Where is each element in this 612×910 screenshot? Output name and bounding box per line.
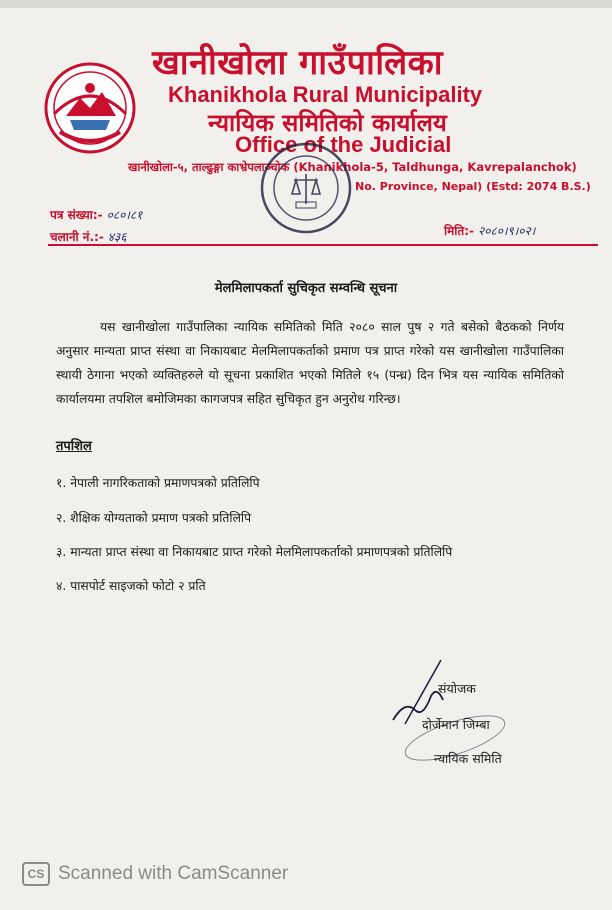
list-item: २. शैक्षिक योग्यताको प्रमाण पत्रको प्रतिलिपि xyxy=(56,511,252,525)
dispatch-number-value: ४३६ xyxy=(107,230,127,244)
office-seal-stamp xyxy=(258,140,354,236)
list-item: ३. मान्यता प्राप्त संस्था वा निकायबाट प्राप्त गरेको मेलमिलापकर्ताको प्रमाणपत्रको प्रतिलिपि xyxy=(56,545,453,559)
office-address: खानीखोला-५, ताल्ढुङ्गा काभ्रेपलाञ्चोक (Khanikhola-5, Taldhunga, Kavrepalanchok) xyxy=(128,160,577,174)
signatory-name: दोर्जेमान जिम्बा xyxy=(422,717,490,732)
established-line: No. Province, Nepal) (Estd: 2074 B.S.) xyxy=(355,180,591,193)
municipality-emblem-icon xyxy=(40,58,140,158)
camscanner-text: Scanned with CamScanner xyxy=(58,863,289,885)
list-item: ४. पासपोर्ट साइजको फोटो २ प्रति xyxy=(56,579,206,593)
municipality-name-nepali: खानीखोला गाउँपालिका xyxy=(152,43,444,83)
letter-number-label: पत्र संख्या:- xyxy=(50,208,103,222)
municipality-name-english: Khanikhola Rural Municipality xyxy=(168,82,483,107)
signatory-committee: न्यायिक समिति xyxy=(434,751,502,766)
notice-title: मेलमिलापकर्ता सुचिकृत सम्वन्धि सूचना xyxy=(214,281,398,296)
camscanner-logo-icon: CS xyxy=(22,862,50,886)
details-heading: तपशिल xyxy=(56,439,92,454)
letter-number xyxy=(50,206,142,223)
notice-body: यस खानीखोला गाउँपालिका न्यायिक समितिको मिति २०८० साल पुष २ गते बसेको बैठकको निर्णय अनुसार मान्यता प्राप्त संस्था वा निकायबाट मेलमिलापकर्ताको प्रमाण पत्र प्राप्त गरेको यस खानीखोला गाउँपालिका स्थायी ठेगाना भएको व्यक्तिहरुले यो सूचना प्रकाशित भएको मितिले १५ (पन्ध्र) दिन भित्र यस न्यायिक समितिको कार्यालयमा तपशिल बमोजिमका कागजपत्र सहित सुचिकृत हुन अनुरोध गरिन्छ। xyxy=(56,320,564,406)
office-name-nepali: न्यायिक समितिको कार्यालय xyxy=(208,109,447,137)
letterhead-rule xyxy=(48,244,598,246)
letter-date xyxy=(444,222,535,239)
office-name-english: Office of the Judicial xyxy=(235,132,452,157)
letter-date-label: मिति:- xyxy=(444,224,475,238)
scan-edge xyxy=(0,0,612,8)
letter-number-value: ०८०।८१ xyxy=(106,208,143,222)
camscanner-watermark xyxy=(22,862,288,886)
dispatch-number-label: चलानी नं.:- xyxy=(50,230,104,244)
dispatch-number xyxy=(50,228,127,245)
list-item: १. नेपाली नागरिकताको प्रमाणपत्रको प्रतिलिपि xyxy=(56,476,260,490)
signatory-role: संयोजक xyxy=(438,681,476,696)
letter-date-value: २०८०।९।०२। xyxy=(478,224,536,238)
